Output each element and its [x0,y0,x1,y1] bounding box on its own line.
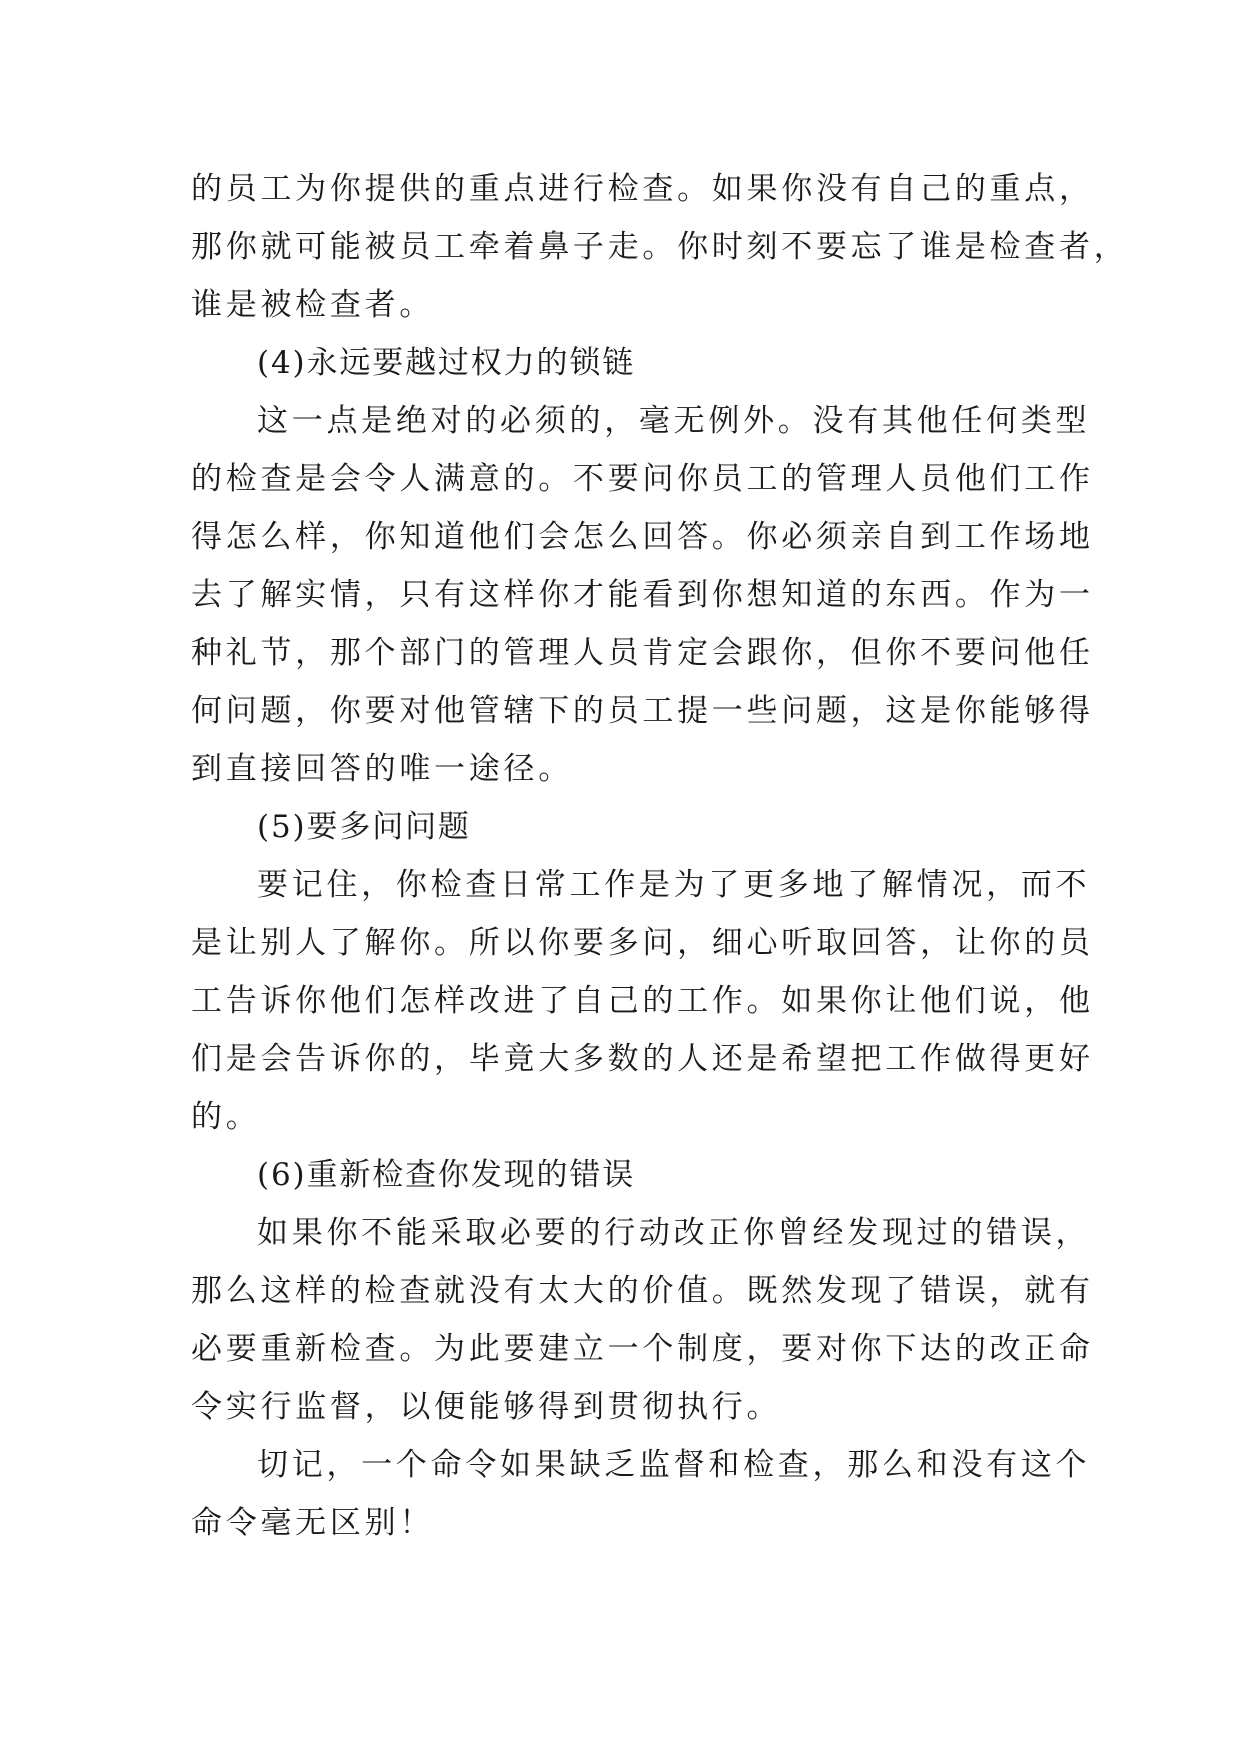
paragraph [191,392,1094,798]
text-line: 必要重新检查。为此要建立一个制度，要对你下达的改正命 [191,1331,1094,1367]
paragraph [191,856,1094,1146]
text-line: 工告诉你他们怎样改进了自己的工作。如果你让他们说，他 [191,983,1094,1019]
text-line: 令实行监督，以便能够得到贯彻执行。 [191,1389,782,1425]
section-heading-5: (5)要多问问题 [257,809,471,845]
text-line: 如果你不能采取必要的行动改正你曾经发现过的错误， [257,1215,1091,1251]
text-line: 到直接回答的唯一途径。 [191,751,573,787]
text-line: 得怎么样，你知道他们会怎么回答。你必须亲自到工作场地 [191,519,1094,555]
text-line: 的检查是会令人满意的。不要问你员工的管理人员他们工作 [191,461,1094,497]
text-line: 去了解实情，只有这样你才能看到你想知道的东西。作为一 [191,577,1094,613]
text-line: 那么这样的检查就没有太大的价值。既然发现了错误，就有 [191,1273,1094,1309]
text-line: 那你就可能被员工牵着鼻子走。你时刻不要忘了谁是检查者， [191,229,1129,265]
section-heading-4: (4)永远要越过权力的锁链 [257,345,636,381]
closing-paragraph [191,1436,1091,1552]
text-line: 这一点是绝对的必须的，毫无例外。没有其他任何类型 [257,403,1091,439]
text-line: 的员工为你提供的重点进行检查。如果你没有自己的重点， [191,171,1094,207]
paragraph [191,1204,1094,1436]
text-line: 切记，一个命令如果缺乏监督和检查，那么和没有这个 [257,1447,1091,1483]
text-line: 何问题，你要对他管辖下的员工提一些问题，这是你能够得 [191,693,1094,729]
text-line: 的。 [191,1099,261,1135]
text-line: 们是会告诉你的，毕竟大多数的人还是希望把工作做得更好 [191,1041,1094,1077]
text-line: 是让别人了解你。所以你要多问，细心听取回答，让你的员 [191,925,1094,961]
text-line: 要记住，你检查日常工作是为了更多地了解情况，而不 [257,867,1091,903]
text-line: 种礼节，那个部门的管理人员肯定会跟你，但你不要问他任 [191,635,1094,671]
section-heading-6: (6)重新检查你发现的错误 [257,1157,636,1193]
text-line: 命令毫无区别！ [191,1505,435,1541]
paragraph-continuation [191,160,1129,334]
text-line: 谁是被检查者。 [191,287,435,323]
document-body [191,160,1129,1552]
